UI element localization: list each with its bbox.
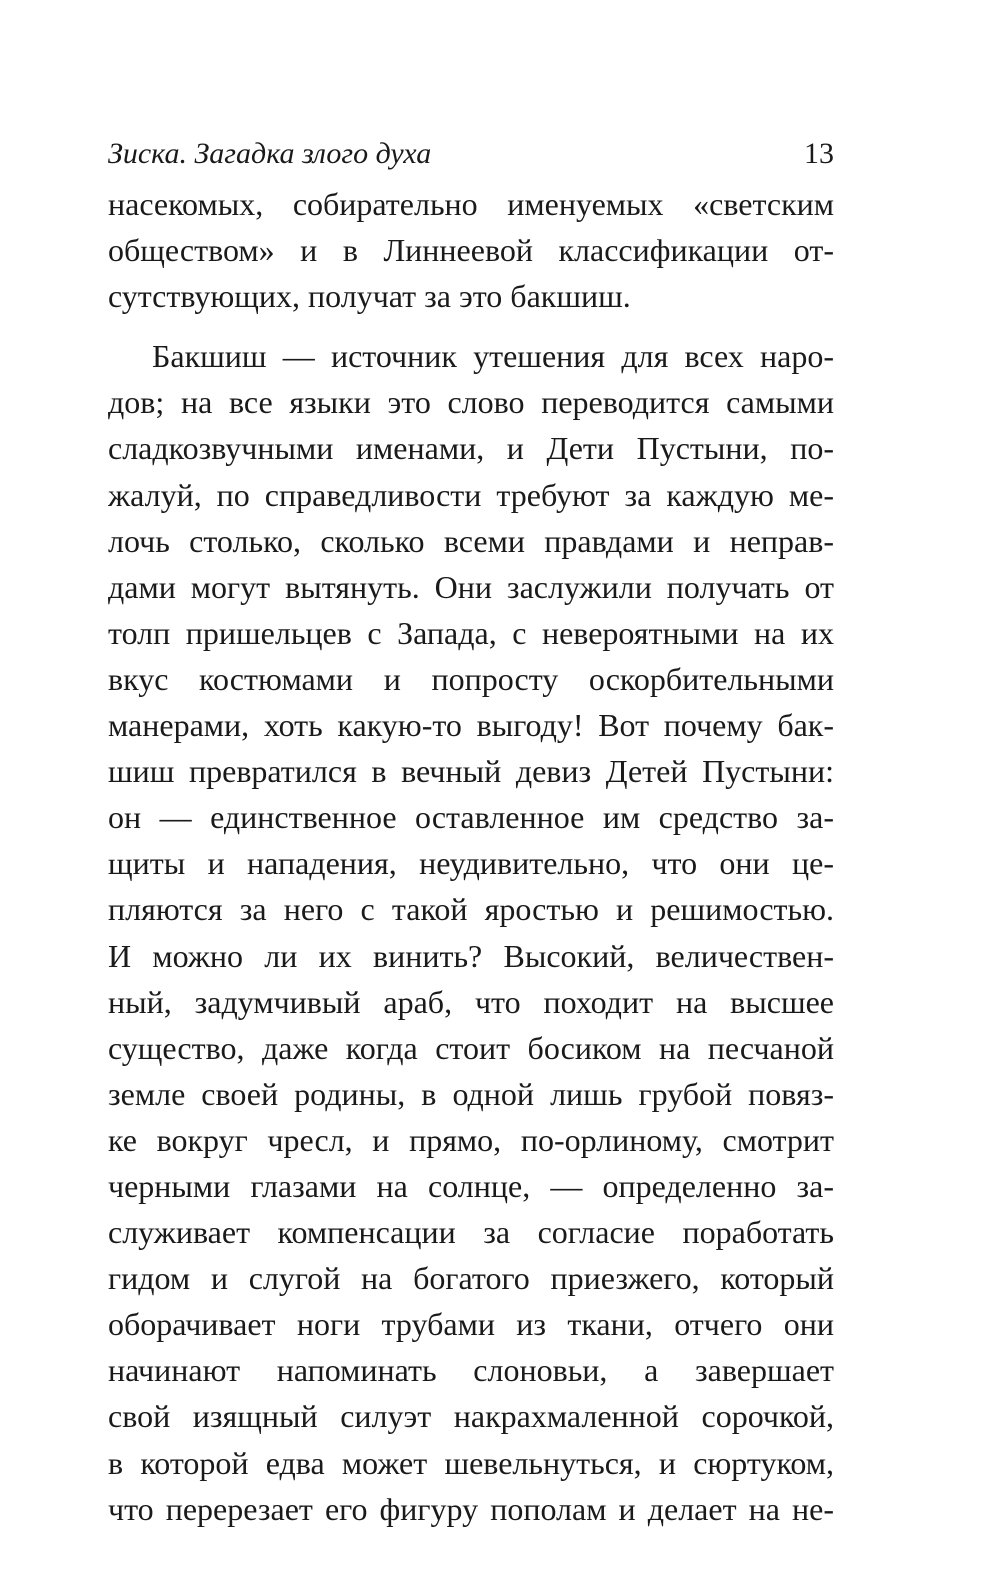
text-line: вкус костюмами и попросту оскорбительными <box>108 660 834 697</box>
text-line: щиты и нападения, неудивительно, что они це- <box>108 845 834 882</box>
text-line: обществом» и в Линнеевой классификации от- <box>108 232 834 269</box>
text-line: гидом и слугой на богатого приезжего, который <box>108 1260 834 1297</box>
text-line: ный, задумчивый араб, что походит на высшее <box>108 983 834 1020</box>
running-title: Зиска. Загадка злого духа <box>108 137 432 170</box>
text-line: дами могут вытянуть. Они заслужили получать от <box>108 568 834 605</box>
paragraph-gap <box>108 319 834 333</box>
text-line: черными глазами на солнце, — определенно за- <box>108 1167 834 1204</box>
text-line: толп пришельцев с Запада, с невероятными на их <box>108 614 834 651</box>
text-line: жалуй, по справедливости требуют за каждую ме- <box>108 476 834 513</box>
text-line: начинают напоминать слоновьи, а завершает <box>108 1352 834 1389</box>
text-line: дов; на все языки это слово переводится самыми <box>108 384 834 421</box>
text-line: оборачивает ноги трубами из ткани, отчего они <box>108 1306 834 1343</box>
text-line: лочь столько, сколько всеми правдами и неправ- <box>108 522 834 559</box>
paragraph-1 <box>108 181 834 319</box>
text-line: свой изящный силуэт накрахмаленной сорочкой, <box>108 1398 834 1435</box>
running-header <box>108 132 834 176</box>
text-line: сутствующих, получат за это бакшиш. <box>108 278 631 315</box>
text-line: в которой едва может шевельнуться, и сюртуком, <box>108 1444 834 1481</box>
text-line: шиш превратился в вечный девиз Детей Пустыни: <box>108 753 834 790</box>
text-line: И можно ли их винить? Высокий, величествен- <box>108 937 834 974</box>
text-line: земле своей родины, в одной лишь грубой повяз- <box>108 1075 834 1112</box>
text-line: служивает компенсации за согласие поработать <box>108 1214 834 1251</box>
text-line: сладкозвучными именами, и Дети Пустыни, по- <box>108 430 834 467</box>
text-line: насекомых, собирательно именуемых «светским <box>108 186 834 222</box>
text-line: существо, даже когда стоит босиком на песчаной <box>108 1029 834 1066</box>
text-line: Бакшиш — источник утешения для всех наро- <box>152 338 834 375</box>
text-line: манерами, хоть какую-то выгоду! Вот почему бак- <box>108 707 834 744</box>
body-text <box>108 181 834 1532</box>
text-line: он — единственное оставленное им средство за- <box>108 799 834 836</box>
text-line: пляются за него с такой яростью и решимостью. <box>108 891 834 928</box>
page-number: 13 <box>804 137 834 170</box>
paragraph-2 <box>108 333 834 1531</box>
text-line: ке вокруг чресл, и прямо, по-орлиному, смотрит <box>108 1121 834 1158</box>
text-line: что перерезает его фигуру пополам и делает на не- <box>108 1490 834 1527</box>
